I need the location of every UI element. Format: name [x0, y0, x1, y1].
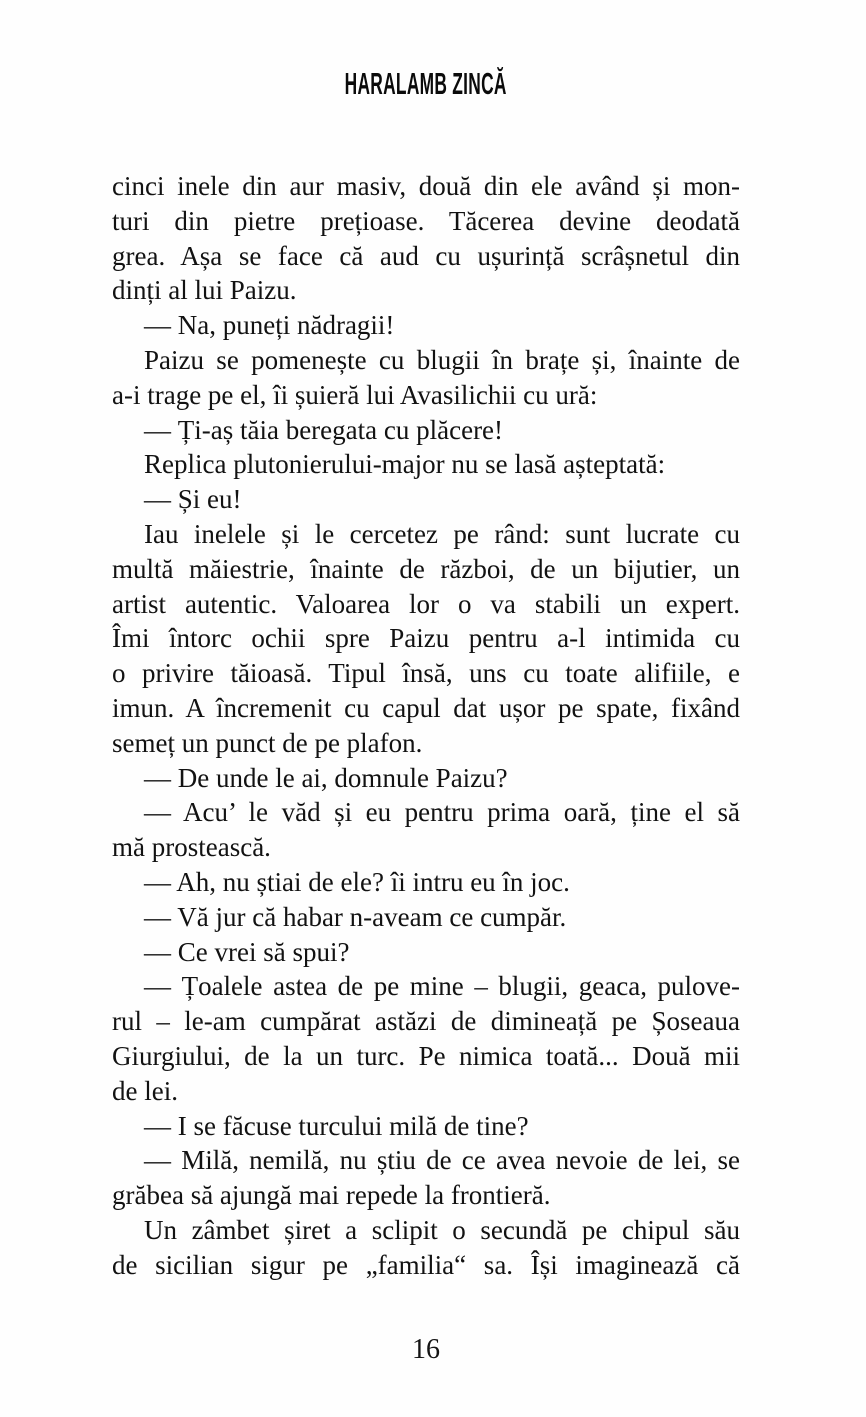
text-line: a-i trage pe el, îi șuieră lui Avasilichii cu ură: — [112, 379, 598, 410]
text-line: Replica plutonierului-major nu se lasă așteptată: — [144, 449, 666, 480]
text-line: o privire tăioasă. Tipul însă, uns cu toate alifiile, e — [112, 658, 740, 689]
text-line: grăbea să ajungă mai repede la frontieră. — [112, 1180, 551, 1211]
page-number: 16 — [412, 1334, 440, 1365]
text-line: de sicilian sigur pe „familia“ sa. Își imaginează că — [112, 1249, 740, 1280]
text-line: mă prostească. — [112, 832, 271, 863]
text-line: — Milă, nemilă, nu știu de ce avea nevoie de lei, se — [144, 1145, 740, 1176]
text-line: dinți al lui Paizu. — [112, 275, 297, 306]
text-line: de lei. — [112, 1075, 178, 1106]
text-line: artist autentic. Valoarea lor o va stabili un expert. — [112, 588, 740, 619]
text-line: — Țoalele astea de pe mine – blugii, geaca, pulove- — [144, 971, 740, 1002]
running-header — [112, 66, 740, 102]
page-text — [112, 169, 740, 1283]
text-line: — Și eu! — [144, 484, 242, 515]
text-line: — I se făcuse turcului milă de tine? — [144, 1110, 529, 1141]
author-name: HARALAMB ZINCĂ — [344, 66, 508, 101]
text-line: grea. Așa se face că aud cu ușurință scrâșnetul din — [112, 240, 740, 271]
text-line: Giurgiului, de la un turc. Pe nimica toată... Două mii — [112, 1040, 740, 1071]
text-line: turi din pietre prețioase. Tăcerea devine deodată — [112, 205, 740, 236]
text-line: — Ah, nu știai de ele? îi intru eu în joc. — [144, 866, 570, 897]
text-line: rul – le-am cumpărat astăzi de dimineață pe Șoseaua — [112, 1006, 740, 1037]
text-line: — Na, puneți nădragii! — [144, 310, 395, 341]
text-line: — Acu’ le văd și eu pentru prima oară, ține el să — [144, 797, 740, 828]
text-line: Îmi întorc ochii spre Paizu pentru a-l intimida cu — [112, 623, 740, 654]
text-line: cinci inele din aur masiv, două din ele având și mon- — [112, 171, 740, 201]
text-line: — Ți-aș tăia beregata cu plăcere! — [144, 414, 504, 445]
text-line: multă măiestrie, înainte de război, de un bijutier, un — [112, 553, 740, 584]
text-line: — Ce vrei să spui? — [144, 936, 350, 967]
text-line: — De unde le ai, domnule Paizu? — [144, 762, 508, 793]
text-line: semeț un punct de pe plafon. — [112, 727, 423, 758]
text-line: — Vă jur că habar n-aveam ce cumpăr. — [144, 901, 567, 932]
text-line: Un zâmbet șiret a sclipit o secundă pe chipul său — [144, 1214, 740, 1245]
text-line: Iau inelele și le cercetez pe rând: sunt lucrate cu — [144, 518, 740, 549]
text-line: imun. A încremenit cu capul dat ușor pe spate, fixând — [112, 692, 740, 723]
text-line: Paizu se pomenește cu blugii în brațe și, înainte de — [144, 344, 740, 375]
